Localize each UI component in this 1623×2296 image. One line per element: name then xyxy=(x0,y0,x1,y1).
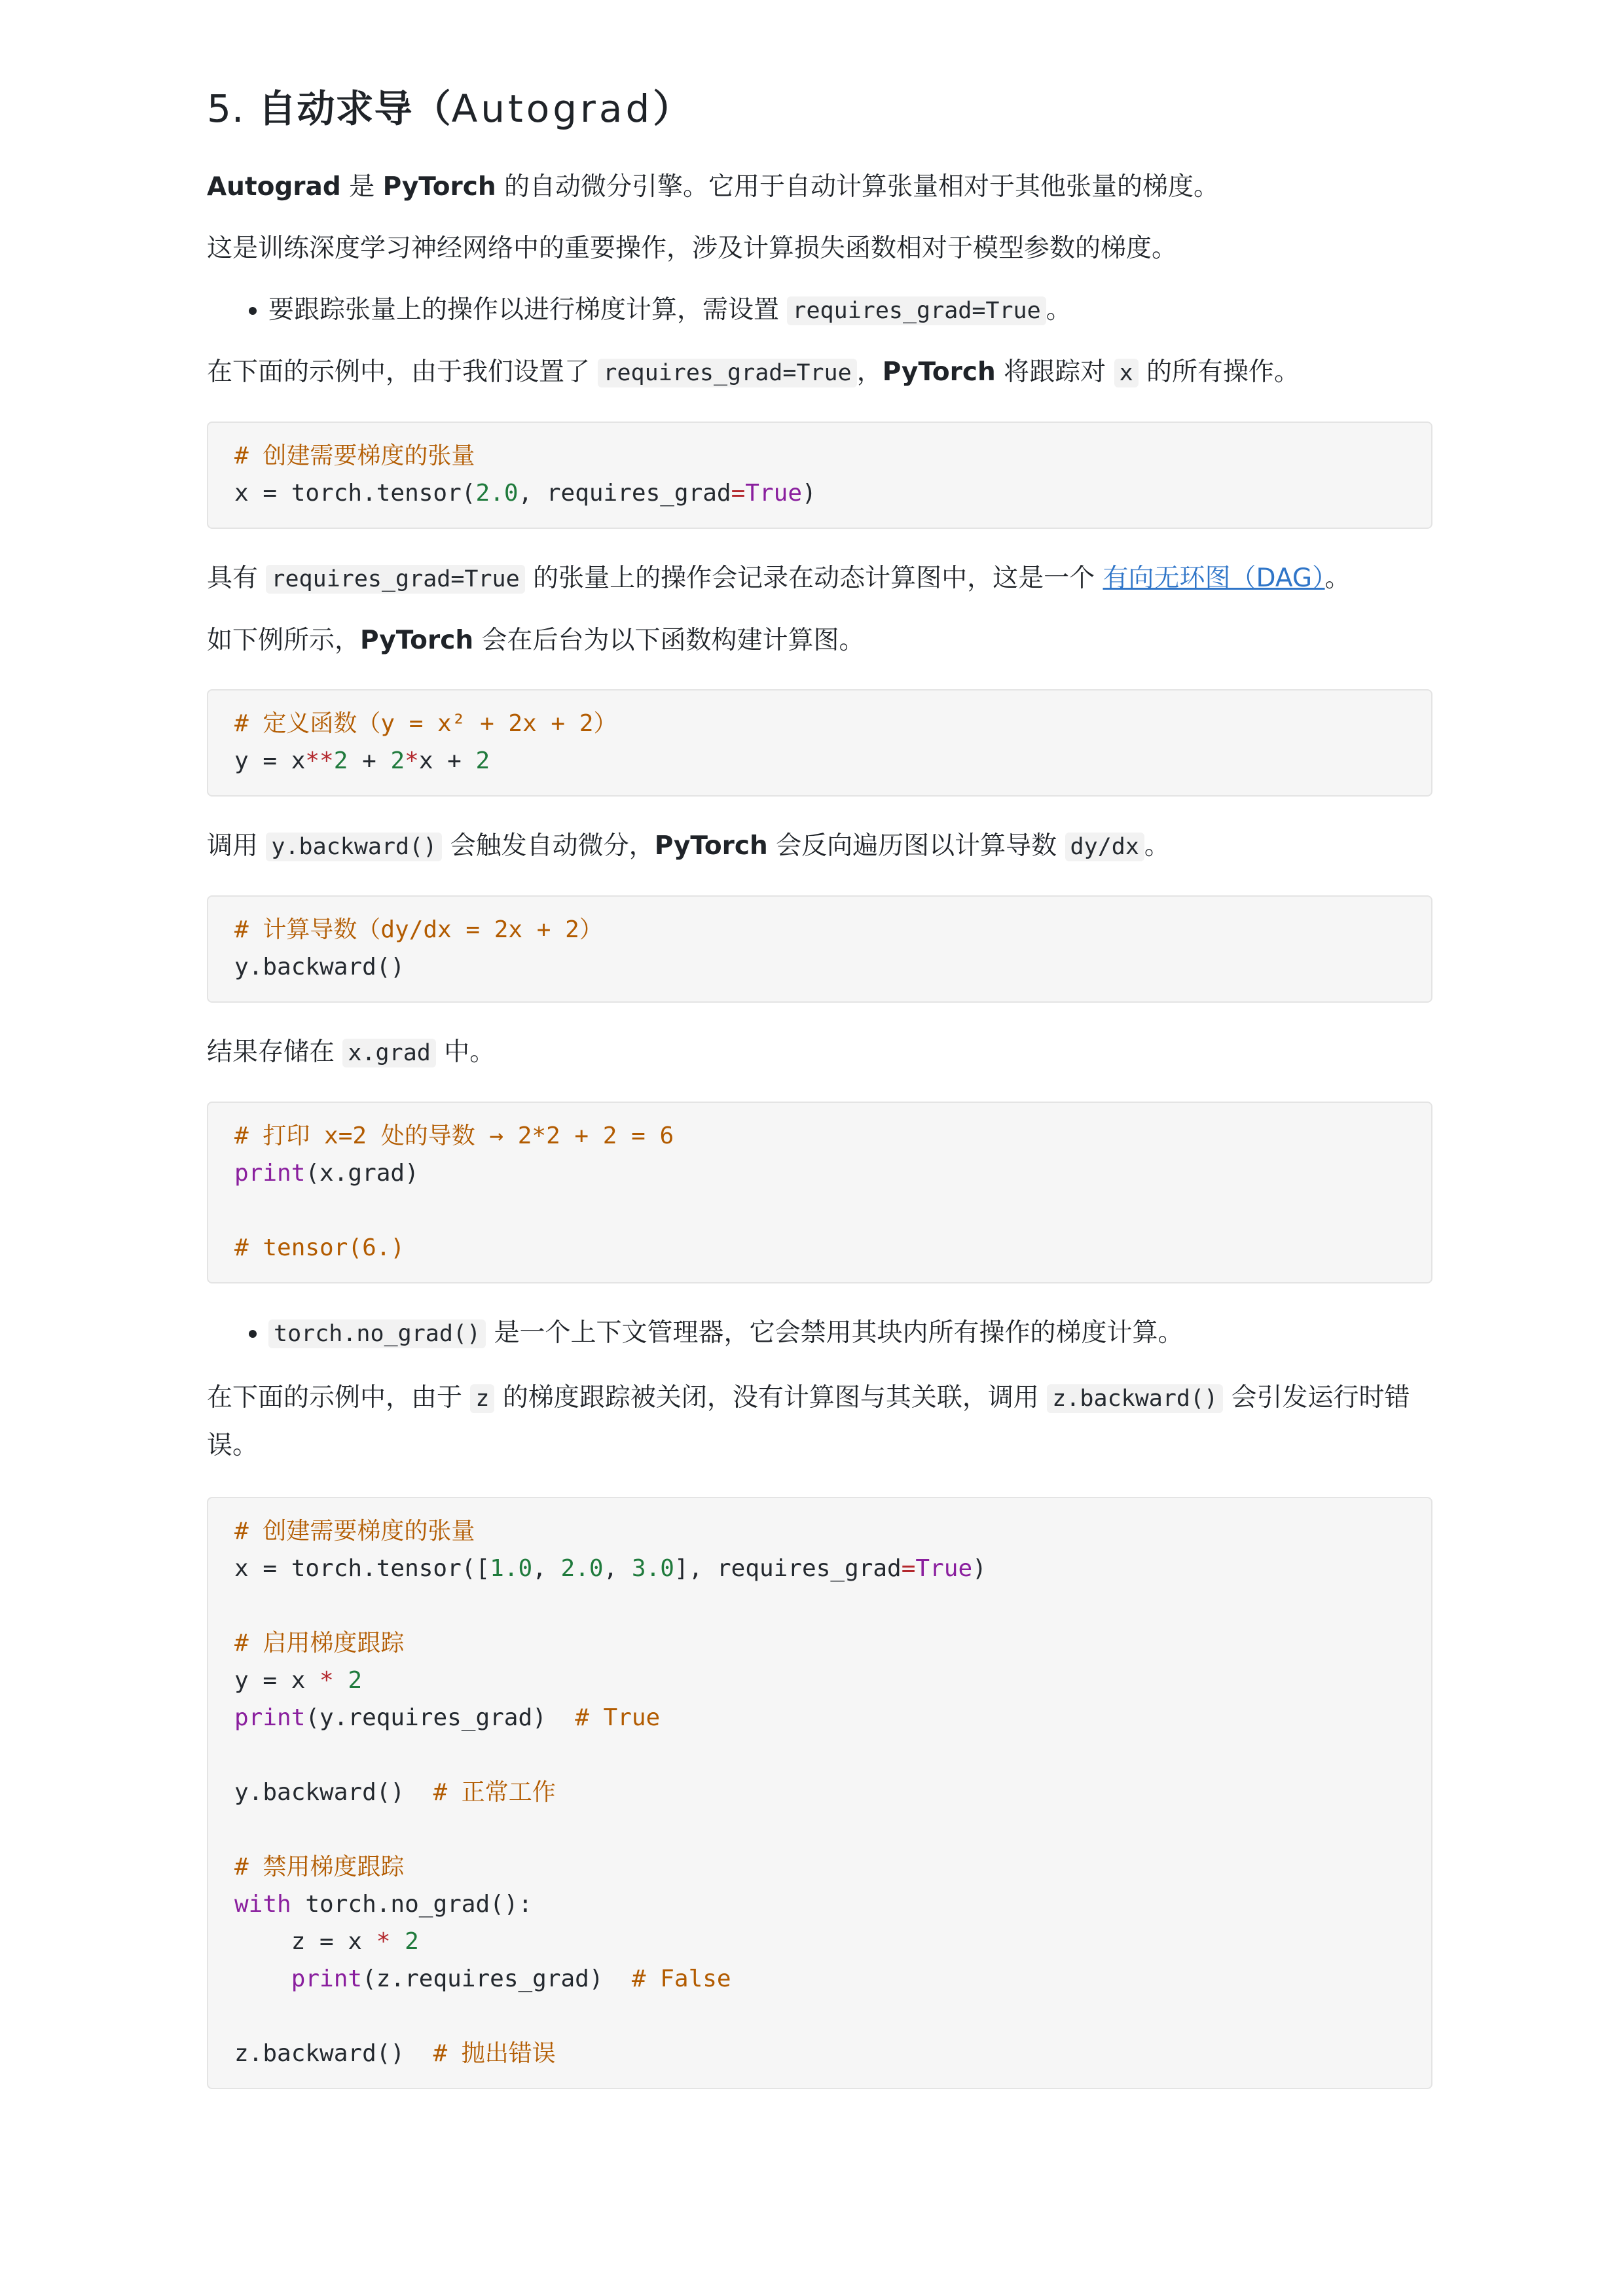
code-blank-line xyxy=(234,1736,1405,1774)
code-text: , requires_grad xyxy=(518,480,731,507)
code-number: 1.0 xyxy=(490,1555,533,1582)
inline-code: requires_grad=True xyxy=(598,359,856,387)
inline-code: z xyxy=(470,1384,494,1413)
inline-code: x.grad xyxy=(342,1039,435,1067)
section-title-cn: 自动求导 xyxy=(258,86,413,131)
code-line xyxy=(234,1229,1405,1266)
text: 的梯度跟踪被关闭，没有计算图与其关联，调用 xyxy=(494,1383,1048,1412)
bullet-list-requires-grad xyxy=(207,289,1432,332)
code-line xyxy=(234,1886,1405,1923)
code-text: + xyxy=(348,747,391,774)
text: 中。 xyxy=(435,1037,496,1067)
code-comment: # 定义函数（y = x² + 2x + 2） xyxy=(234,710,617,737)
code-line xyxy=(234,742,1405,780)
paragraph-backward xyxy=(207,825,1432,868)
inline-code: z.backward() xyxy=(1047,1384,1223,1413)
inline-code: requires_grad=True xyxy=(266,565,524,594)
text: 。 xyxy=(1144,831,1170,861)
list-item xyxy=(268,289,1432,332)
code-comment: # True xyxy=(575,1704,661,1731)
code-text: (y.requires_grad) xyxy=(305,1704,575,1731)
paragraph-example-intro xyxy=(207,351,1432,394)
code-indent xyxy=(234,1965,291,1992)
code-comment: # 创建需要梯度的张量 xyxy=(234,442,475,469)
text: 具有 xyxy=(207,564,266,593)
code-text: ) xyxy=(802,480,816,507)
text: 是一个上下文管理器，它会禁用其块内所有操作的梯度计算。 xyxy=(486,1318,1184,1348)
code-text: y = x xyxy=(234,747,306,774)
text: 会反向遍历图以计算导数 xyxy=(767,831,1065,861)
term-pytorch: PyTorch xyxy=(382,172,496,202)
code-line xyxy=(234,475,1405,512)
code-line xyxy=(234,1662,1405,1699)
code-comment: # tensor(6.) xyxy=(234,1234,405,1261)
paragraph-result xyxy=(207,1031,1432,1074)
code-text: ], requires_grad xyxy=(674,1555,902,1582)
code-text: ) xyxy=(972,1555,987,1582)
code-text: y = x xyxy=(234,1667,320,1694)
code-operator: * xyxy=(319,1667,334,1694)
text: 如下例所示， xyxy=(207,626,361,655)
code-text: y.backward() xyxy=(234,1779,433,1806)
inline-code: y.backward() xyxy=(266,833,442,861)
code-block-no-grad-example[interactable] xyxy=(207,1497,1432,2089)
code-operator: * xyxy=(405,747,419,774)
code-text: (x.grad) xyxy=(305,1160,419,1187)
paragraph-intro xyxy=(207,166,1432,208)
code-line xyxy=(234,1513,1405,1550)
code-number: 2 xyxy=(390,747,405,774)
code-blank-line xyxy=(234,1998,1405,2035)
paragraph-dag xyxy=(207,558,1432,600)
bullet-list-no-grad xyxy=(207,1312,1432,1355)
text: 要跟踪张量上的操作以进行梯度计算，需设置 xyxy=(268,295,788,325)
code-line xyxy=(234,1624,1405,1662)
code-text: x = torch.tensor([ xyxy=(234,1555,490,1582)
text: 的自动微分引擎。它用于自动计算张量相对于其他张量的梯度。 xyxy=(496,172,1220,202)
code-line xyxy=(234,1699,1405,1736)
list-item xyxy=(268,1312,1432,1355)
code-comment: # 禁用梯度跟踪 xyxy=(234,1854,405,1880)
code-line xyxy=(234,2035,1405,2072)
inline-code: torch.no_grad() xyxy=(268,1319,486,1348)
code-keyword: True xyxy=(915,1555,973,1582)
code-keyword: print xyxy=(234,1704,306,1731)
code-text: (z.requires_grad) xyxy=(362,1965,632,1992)
dag-link[interactable]: 有向无环图（DAG） xyxy=(1103,564,1325,593)
code-block-define-function[interactable] xyxy=(207,689,1432,797)
text: 将跟踪对 xyxy=(995,357,1114,387)
code-number: 2.0 xyxy=(475,480,519,507)
code-line xyxy=(234,1848,1405,1886)
code-block-create-tensor[interactable] xyxy=(207,422,1432,529)
code-text: , xyxy=(603,1555,632,1582)
code-line xyxy=(234,705,1405,742)
code-number: 2.0 xyxy=(560,1555,604,1582)
inline-code: requires_grad=True xyxy=(787,296,1046,325)
paragraph-importance: 这是训练深度学习神经网络中的重要操作，涉及计算损失函数相对于模型参数的梯度。 xyxy=(207,234,1178,263)
code-keyword: print xyxy=(234,1160,306,1187)
paragraph-graph-build xyxy=(207,620,1432,662)
code-text: z.backward() xyxy=(234,2040,433,2067)
section-title-latin: Autograd xyxy=(451,86,653,131)
text: 的张量上的操作会记录在动态计算图中，这是一个 xyxy=(524,564,1103,593)
code-keyword: print xyxy=(291,1965,363,1992)
code-number: 2 xyxy=(333,1667,363,1694)
code-number: 2 xyxy=(475,747,490,774)
text: 在下面的示例中，由于我们设置了 xyxy=(207,357,598,387)
section-number: 5. xyxy=(207,86,245,131)
code-line xyxy=(234,1774,1405,1811)
text: ， xyxy=(856,357,883,387)
code-blank-line xyxy=(234,1587,1405,1624)
text: 会引发运行时错误。 xyxy=(207,1383,1410,1460)
code-line xyxy=(234,948,1405,986)
code-text: , xyxy=(532,1555,561,1582)
inline-code: dy/dx xyxy=(1065,833,1144,861)
section-title-open-paren: （ xyxy=(412,86,452,131)
code-blank-line xyxy=(234,1192,1405,1229)
code-operator: = xyxy=(901,1555,916,1582)
code-number: 2 xyxy=(390,1928,419,1955)
term-pytorch: PyTorch xyxy=(882,357,996,387)
code-text: x + xyxy=(418,747,476,774)
code-comment: # 启用梯度跟踪 xyxy=(234,1630,405,1657)
inline-code: x xyxy=(1114,359,1139,387)
code-text: torch.no_grad(): xyxy=(291,1891,533,1918)
term-autograd: Autograd xyxy=(207,172,341,202)
code-line xyxy=(234,1923,1405,1960)
code-text: x = torch.tensor( xyxy=(234,480,476,507)
code-blank-line xyxy=(234,1811,1405,1848)
text: 会在后台为以下函数构建计算图。 xyxy=(473,626,865,655)
text: 在下面的示例中，由于 xyxy=(207,1383,471,1412)
code-number: 2 xyxy=(333,747,348,774)
code-text: y.backward() xyxy=(234,954,405,980)
code-line xyxy=(234,437,1405,475)
code-operator: ** xyxy=(305,747,334,774)
code-line xyxy=(234,1550,1405,1587)
code-comment: # 计算导数（dy/dx = 2x + 2） xyxy=(234,916,603,943)
text: 结果存储在 xyxy=(207,1037,343,1067)
text: 的所有操作。 xyxy=(1138,357,1300,387)
term-pytorch: PyTorch xyxy=(654,831,768,861)
code-line xyxy=(234,911,1405,948)
text: 调用 xyxy=(207,831,266,861)
code-operator: = xyxy=(731,480,746,507)
code-text: z = x xyxy=(234,1928,376,1955)
section-title-close-paren: ） xyxy=(653,86,692,131)
code-operator: * xyxy=(376,1928,391,1955)
code-number: 3.0 xyxy=(631,1555,674,1582)
text: 会触发自动微分， xyxy=(442,831,655,861)
code-comment: # False xyxy=(631,1965,731,1992)
code-keyword: True xyxy=(745,480,802,507)
code-line xyxy=(234,1155,1405,1192)
text: 是 xyxy=(340,172,383,202)
term-pytorch: PyTorch xyxy=(360,626,474,655)
code-block-print-grad[interactable] xyxy=(207,1102,1432,1283)
paragraph-runtime-error xyxy=(207,1374,1432,1469)
code-comment: # 创建需要梯度的张量 xyxy=(234,1518,475,1545)
code-keyword: with xyxy=(234,1891,291,1918)
code-comment: # 抛出错误 xyxy=(433,2040,556,2067)
code-line xyxy=(234,1960,1405,1998)
code-comment: # 正常工作 xyxy=(433,1779,556,1806)
code-comment: # 打印 x=2 处的导数 → 2*2 + 2 = 6 xyxy=(234,1122,674,1149)
code-block-backward[interactable] xyxy=(207,895,1432,1003)
code-line xyxy=(234,1117,1405,1155)
text: 。 xyxy=(1324,564,1351,593)
document-content xyxy=(207,77,1432,2118)
section-heading xyxy=(207,77,1432,140)
text: 。 xyxy=(1046,295,1072,325)
